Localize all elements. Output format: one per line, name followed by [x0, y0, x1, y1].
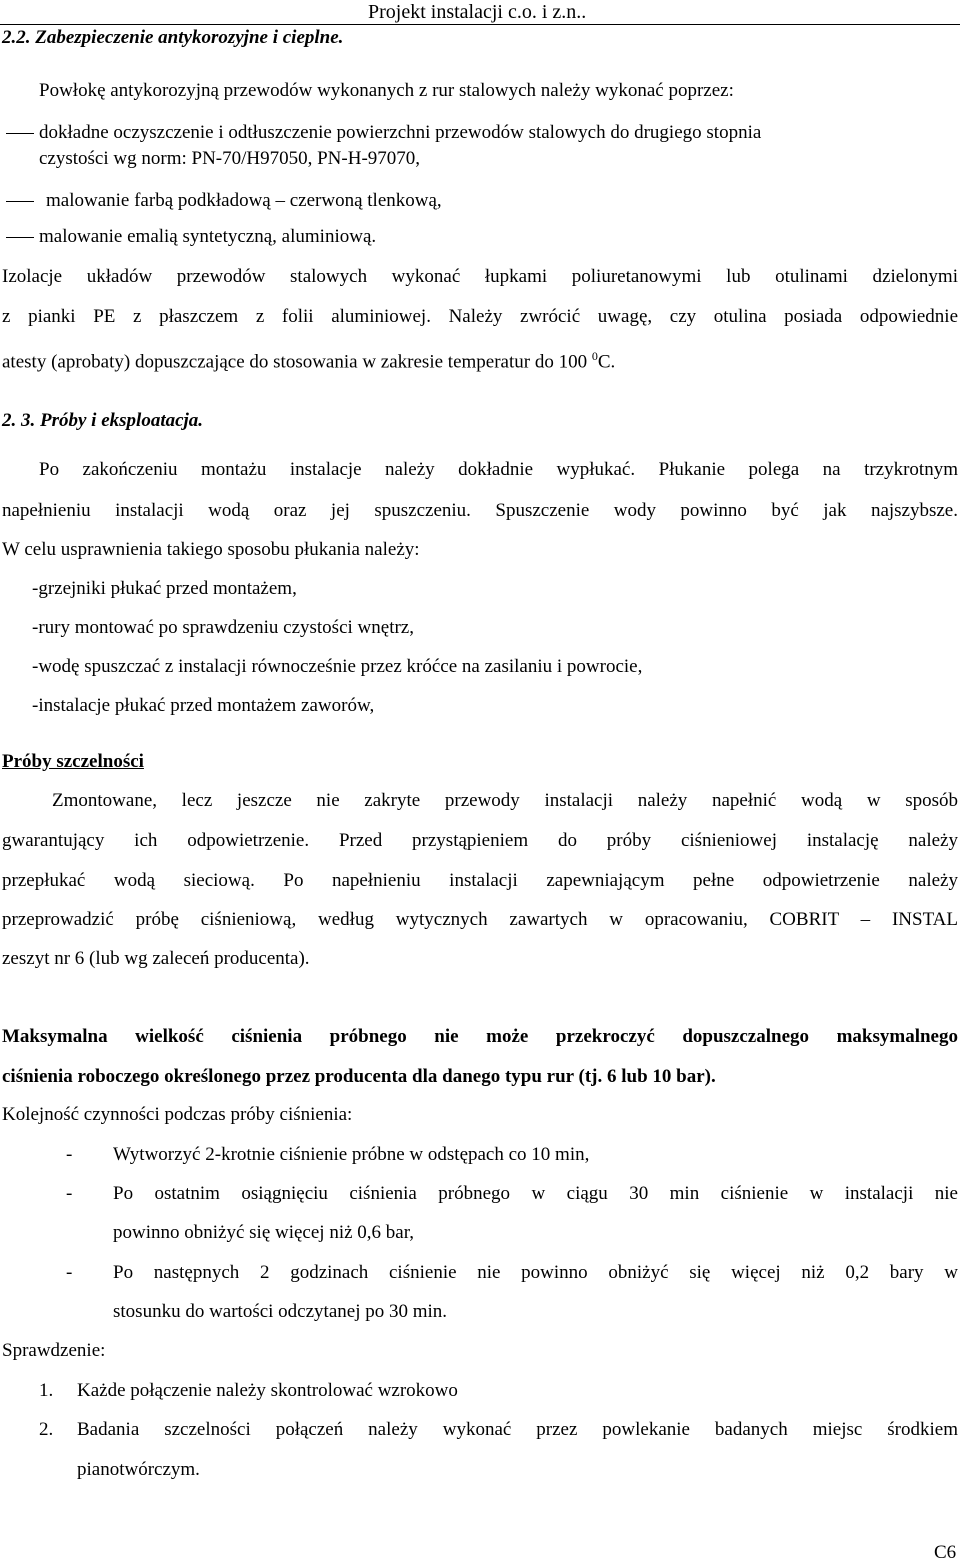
- order-bullet: -: [66, 1183, 73, 1204]
- tightness-line-4: przeprowadzić próbę ciśnieniową, według wytycznych zawartych w opracowaniu, COBRIT – INSTAL: [2, 909, 958, 930]
- tightness-line-5: zeszyt nr 6 (lub wg zaleceń producenta).: [2, 948, 310, 969]
- order-item-3-line-2: stosunku do wartości odczytanej po 30 min.: [113, 1301, 448, 1322]
- max-pressure-note-line-2: ciśnienia roboczego określonego przez producenta dla danego typu rur (tj. 6 lub 10 bar).: [2, 1066, 716, 1087]
- order-item-3-line-1: Po następnych 2 godzinach ciśnienie nie powinno obniżyć się więcej niż 0,2 bary w: [113, 1262, 958, 1283]
- max-pressure-note-line-1: Maksymalna wielkość ciśnienia próbnego nie może przekroczyć dopuszczalnego maksymalnego: [2, 1026, 958, 1047]
- flushing-line-2: napełnieniu instalacji wodą oraz jej spuszczeniu. Spuszczenie wody powinno być jak najszybsze.: [2, 500, 958, 521]
- check-number: 2.: [39, 1419, 54, 1440]
- flushing-step-4: -instalacje płukać przed montażem zaworów,: [32, 695, 375, 716]
- order-item-1: Wytworzyć 2-krotnie ciśnienie próbne w odstępach co 10 min,: [113, 1144, 590, 1165]
- flushing-step-3: -wodę spuszczać z instalacji równocześnie przez króćce na zasilaniu i powrocie,: [32, 656, 643, 677]
- page-number: C6: [934, 1542, 957, 1563]
- list-dash: [6, 201, 34, 202]
- insulation-line-3: atesty (aprobaty) dopuszczające do stosowania w zakresie temperatur do 100 $^0$C.: [2, 349, 616, 373]
- insulation-line-2: z pianki PE z płaszczem z folii aluminiowej. Należy zwrócić uwagę, czy otulina posiada odpowiednie: [2, 306, 958, 327]
- header-project-title: Projekt instalacji c.o. i z.n..: [368, 1, 587, 23]
- coating-item-3: malowanie emalią syntetyczną, aluminiową.: [39, 226, 377, 247]
- check-number: 1.: [39, 1380, 54, 1401]
- coating-item-1-line-1: dokładne oczyszczenie i odtłuszczenie powierzchni przewodów stalowych do drugiego stopnia: [39, 122, 762, 143]
- pressure-test-order-title: Kolejność czynności podczas próby ciśnienia:: [2, 1104, 353, 1125]
- check-item-2-line-2: pianotwórczym.: [77, 1459, 200, 1480]
- order-item-2-line-2: powinno obniżyć się więcej niż 0,6 bar,: [113, 1222, 415, 1243]
- check-title: Sprawdzenie:: [2, 1340, 106, 1361]
- tightness-line-2: gwarantujący ich odpowietrzenie. Przed przystąpieniem do próby ciśnieniowej instalację należy: [2, 830, 958, 851]
- flushing-line-3: W celu usprawnienia takiego sposobu płukania należy:: [2, 539, 420, 560]
- order-bullet: -: [66, 1144, 73, 1165]
- flushing-line-1: Po zakończeniu montażu instalacje należy dokładnie wypłukać. Płukanie polega na trzykrotnym: [39, 459, 958, 480]
- check-item-1: Każde połączenie należy skontrolować wzrokowo: [77, 1380, 458, 1401]
- section-title-2-3: 2. 3. Próby i eksploatacja.: [2, 410, 204, 431]
- coating-intro: Powłokę antykorozyjną przewodów wykonanych z rur stalowych należy wykonać poprzez:: [39, 80, 734, 101]
- header-rule: [0, 24, 960, 25]
- coating-item-2: malowanie farbą podkładową – czerwoną tlenkową,: [46, 190, 442, 211]
- order-item-2-line-1: Po ostatnim osiągnięciu ciśnienia próbnego w ciągu 30 min ciśnienie w instalacji nie: [113, 1183, 958, 1204]
- list-dash: [6, 237, 34, 238]
- flushing-step-2: -rury montować po sprawdzeniu czystości wnętrz,: [32, 617, 414, 638]
- tightness-line-1: Zmontowane, lecz jeszcze nie zakryte przewody instalacji należy napełnić wodą w sposób: [52, 790, 958, 811]
- section-title-2-2: 2.2. Zabezpieczenie antykorozyjne i cieplne.: [2, 27, 344, 48]
- list-dash: [6, 133, 34, 134]
- flushing-step-1: -grzejniki płukać przed montażem,: [32, 578, 297, 599]
- order-bullet: -: [66, 1262, 73, 1283]
- tightness-title: Próby szczelności: [2, 751, 144, 772]
- insulation-line-1: Izolacje układów przewodów stalowych wykonać łupkami poliuretanowymi lub otulinami dzielonymi: [2, 266, 958, 287]
- check-item-2-line-1: Badania szczelności połączeń należy wykonać przez powlekanie badanych miejsc środkiem: [77, 1419, 958, 1440]
- tightness-line-3: przepłukać wodą sieciową. Po napełnieniu instalacji zapewniającym pełne odpowietrzenie należy: [2, 870, 958, 891]
- coating-item-1-line-2: czystości wg norm: PN-70/H97050, PN-H-97070,: [39, 148, 421, 169]
